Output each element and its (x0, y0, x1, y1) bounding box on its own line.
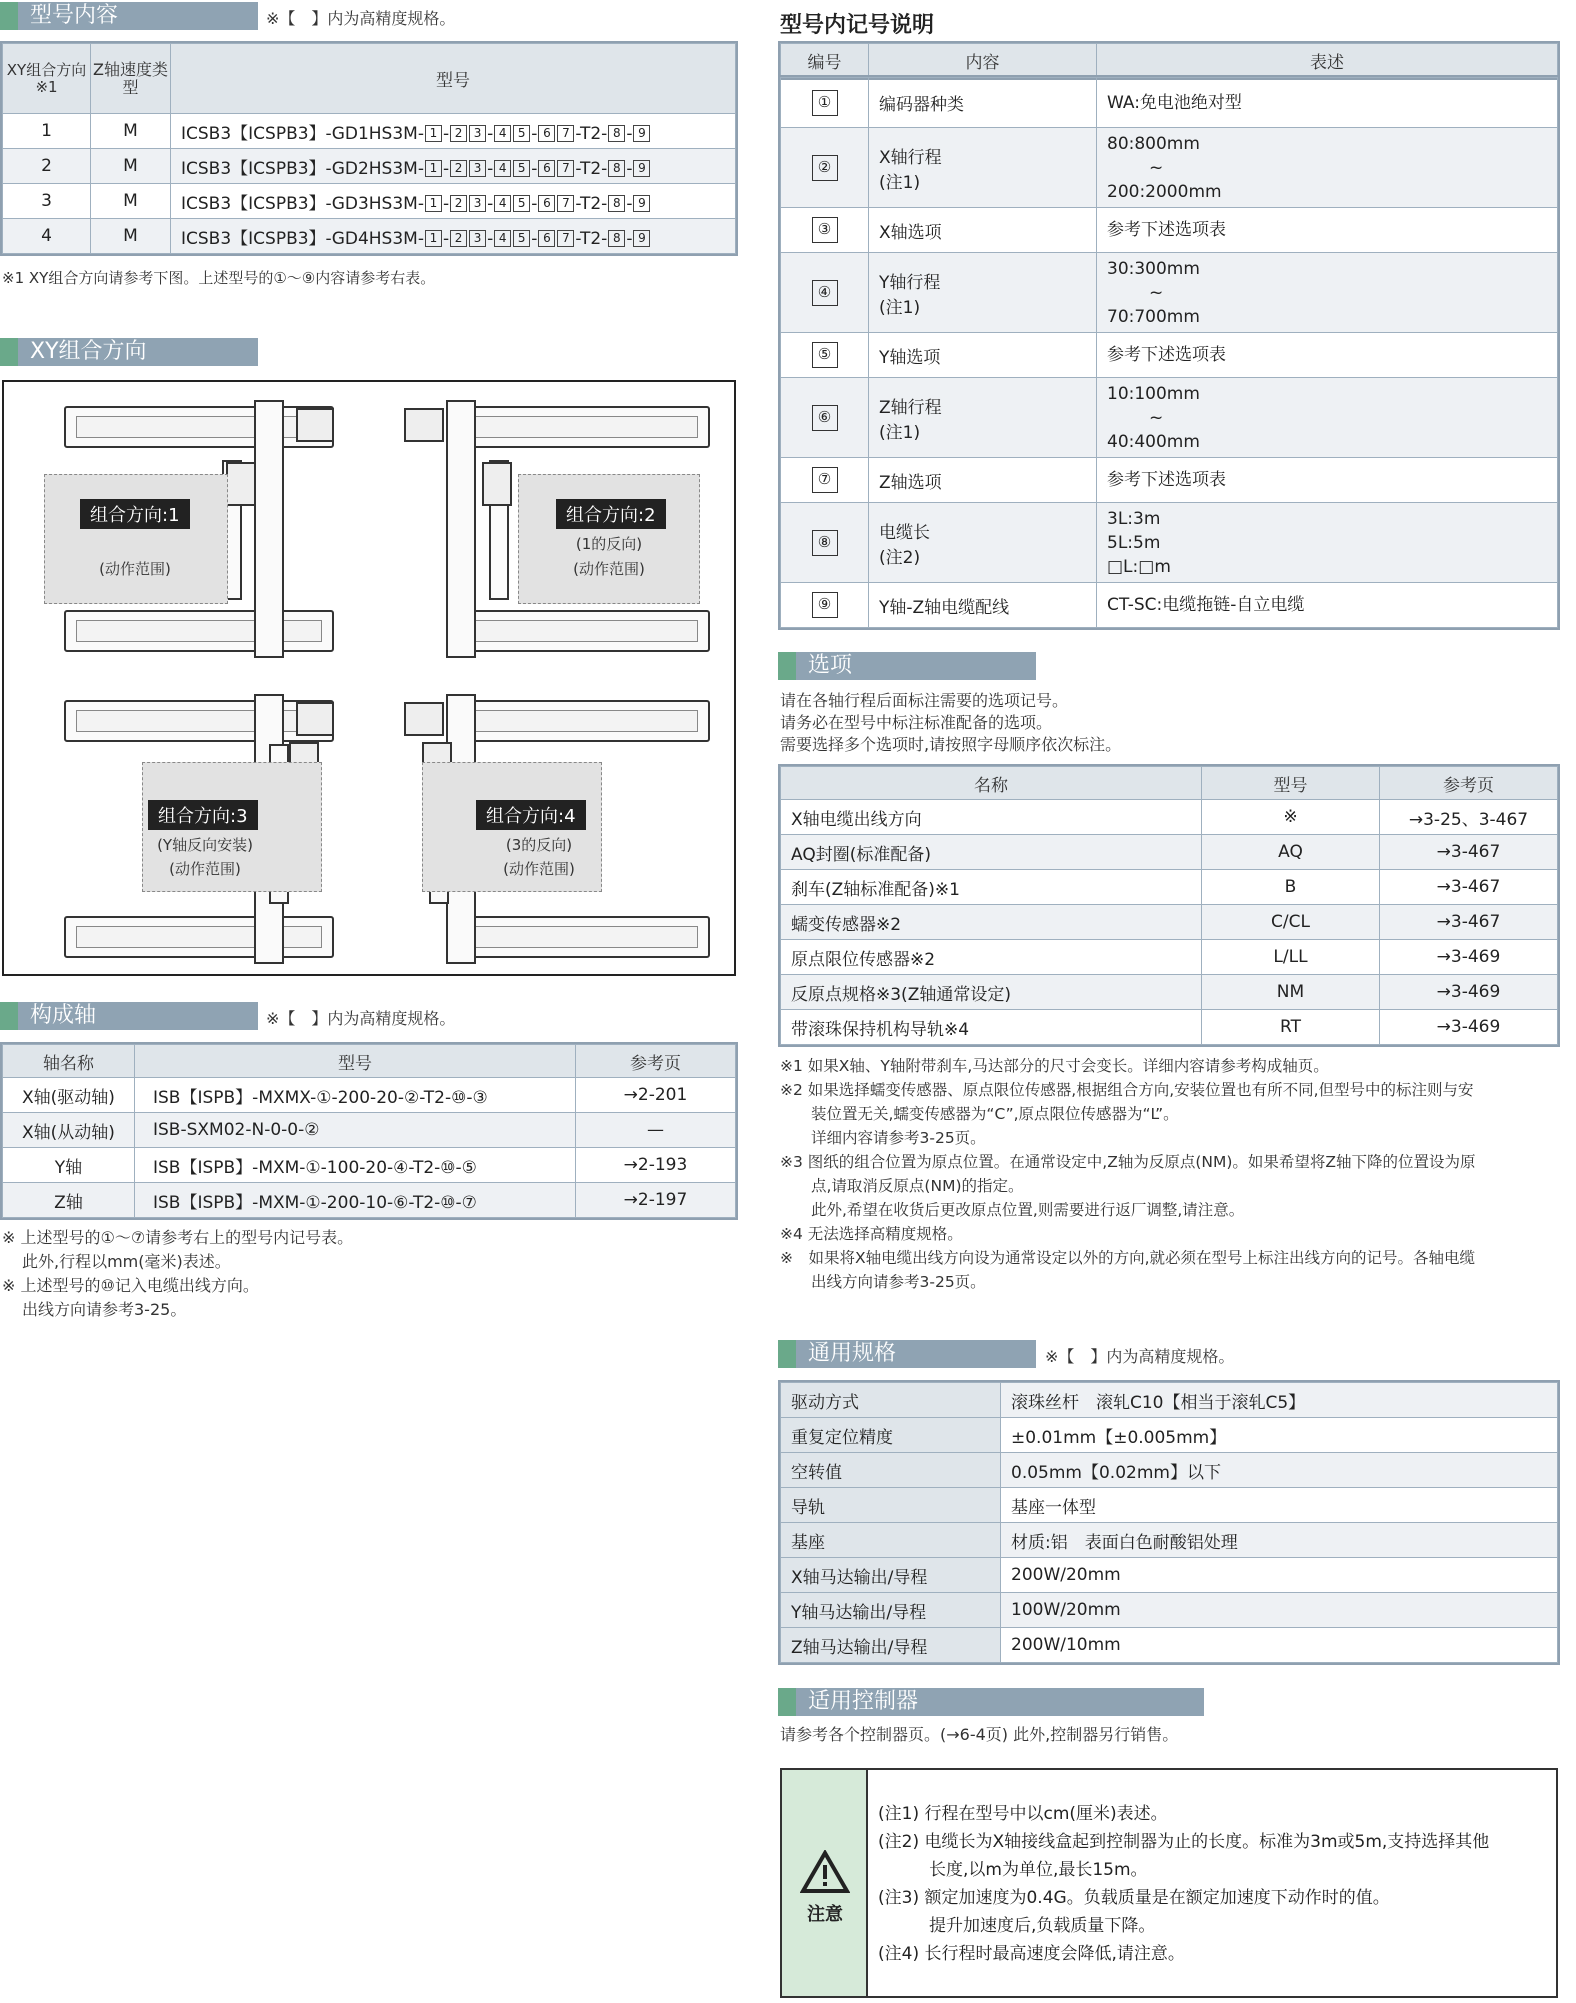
options-notes: ※1 如果X轴、Y轴附带刹车,马达部分的尺寸会变长。详细内容请参考构成轴页。 ※2 如果选择蠕变传感器、原点限位传感器,根据组合方向,安装位置也有所不同,但型号中的标注则与安 装位置无关,蠕变传感器为“C”,原点限位传感器为“L”。 详细内容请参考3-25页。 ※3 图纸的组合位置为原点位置。在通常设定中,Z轴为反原点(NM)。如果希望将Z轴下降的位置设为原 点,请取消反原点(NM)的指定。 此外,希望在收货后更改原点位置,则需要进行返厂调整,请注意。 ※4 无法选择高精度规格。 ※ 如果将X轴电缆出线方向设为通常设定以外的方向,就必须在型号上标注出线方向的记号。各轴电缆 出线方向请参考3-25页。 (780, 1057, 1476, 1291)
warning-icon (800, 1850, 850, 1894)
symbol-content: Z轴选项 (869, 458, 1097, 503)
model-section-title: 型号内容 (0, 2, 258, 30)
symbol-number: ② (812, 155, 838, 181)
table-row (3, 219, 736, 254)
axis-name-cell: X轴(驱动轴) (3, 1078, 135, 1113)
combo-label-4: 组合方向:4 (476, 800, 586, 830)
spec-table (780, 1382, 1558, 1663)
table-row (781, 208, 1558, 253)
table-row (781, 253, 1558, 333)
opt-name-cell: 刹车(Z轴标准配备)※1 (781, 870, 1202, 905)
symbol-desc: 3L:3m 5L:5m □L:□m (1097, 503, 1558, 583)
axis-name-cell: Z轴 (3, 1183, 135, 1218)
table-row (781, 905, 1558, 940)
model-cell: ICSB3【ICSPB3】-GD2HS3M- 1 - 2 3 - 4 5 - 6 7 -T2- 8 - 9 (171, 149, 736, 184)
col-axis-name: 轴名称 (3, 1045, 135, 1078)
speed-cell: M (91, 149, 171, 184)
xy-diagram (2, 380, 736, 976)
model-cell: ICSB3【ICSPB3】-GD1HS3M- 1 - 2 3 - 4 5 - 6 7 -T2- 8 - 9 (171, 114, 736, 149)
caution-box (780, 1768, 1558, 1998)
symbol-number: ⑧ (812, 530, 838, 556)
table-row: 基座 材质:铝 表面白色耐酸铝处理 (781, 1523, 1558, 1558)
opt-page-cell: →3-467 (1380, 905, 1558, 940)
opt-page-cell: →3-469 (1380, 940, 1558, 975)
spec-note: ※【 】内为高精度规格。 (1045, 1347, 1235, 1366)
symbol-desc: 10:100mm ~ 40:400mm (1097, 378, 1558, 458)
symbol-number: ⑨ (812, 592, 838, 618)
opt-name-cell: 带滚珠保持机构导轨※4 (781, 1010, 1202, 1045)
table-row (781, 835, 1558, 870)
opt-name-cell: 反原点规格※3(Z轴通常设定) (781, 975, 1202, 1010)
range-text-4a: (3的反向) (505, 836, 573, 854)
range-text-1: (动作范围) (99, 560, 171, 578)
combo-label-2: 组合方向:2 (556, 499, 666, 529)
range-text-3a: (Y轴反向安装) (157, 836, 253, 854)
options-table (780, 766, 1558, 1045)
table-row (781, 78, 1558, 128)
axes-section-title: 构成轴 (0, 1002, 258, 1030)
opt-code-cell: C/CL (1202, 905, 1380, 940)
model-cell: ICSB3【ICSPB3】-GD3HS3M- 1 - 2 3 - 4 5 - 6 7 -T2- 8 - 9 (171, 184, 736, 219)
symbol-number: ⑦ (812, 467, 838, 493)
table-row (3, 149, 736, 184)
axis-page-cell: →2-197 (576, 1183, 736, 1218)
combo-label-3: 组合方向:3 (148, 800, 258, 830)
axis-model-cell: ISB【ISPB】-MXM-①-100-20-④-T2-⑩-⑤ (135, 1148, 576, 1183)
table-row (781, 128, 1558, 208)
opt-page-cell: →3-25、3-467 (1380, 800, 1558, 835)
table-row (781, 940, 1558, 975)
speed-cell: M (91, 184, 171, 219)
axis-model-cell: ISB-SXM02-N-0-0-② (135, 1113, 576, 1148)
spec-section-title: 通用规格 (778, 1340, 1036, 1368)
col-xy-dir: XY组合方向※1 (3, 44, 91, 114)
col-axis-page: 参考页 (576, 1045, 736, 1078)
symbols-table (780, 43, 1558, 78)
caution-lines: (注1) 行程在型号中以cm(厘米)表述。 (注2) 电缆长为X轴接线盒起到控制器为止的长度。标准为3m或5m,支持选择其他 长度,以m为单位,最长15m。 (注3) 额定加速度为0.4G。负载质量是在额定加速度下动作时的值。 提升加速度后,负载质量下降。 (注4) 长行程时最高速度会降低,请注意。 (878, 1804, 1490, 1964)
opt-code-cell: RT (1202, 1010, 1380, 1045)
axis-model-cell: ISB【ISPB】-MXMX-①-200-20-②-T2-⑩-③ (135, 1078, 576, 1113)
symbol-content: Y轴行程 (注1) (869, 253, 1097, 333)
table-row (3, 1183, 736, 1218)
range-text-2a: (1的反向) (575, 535, 643, 553)
col-axis-model: 型号 (135, 1045, 576, 1078)
symbol-content: 编码器种类 (869, 78, 1097, 128)
opt-name-cell: AQ封圈(标准配备) (781, 835, 1202, 870)
col-opt-page: 参考页 (1380, 767, 1558, 800)
table-row: 驱动方式 滚珠丝杆 滚轧C10【相当于滚轧C5】 (781, 1383, 1558, 1418)
table-row (781, 458, 1558, 503)
combo-label-1: 组合方向:1 (80, 499, 190, 529)
symbol-content: Y轴-Z轴电缆配线 (869, 583, 1097, 628)
opt-page-cell: →3-469 (1380, 1010, 1558, 1045)
table-row (3, 184, 736, 219)
opt-name-cell: 蠕变传感器※2 (781, 905, 1202, 940)
symbol-desc: CT-SC:电缆拖链-自立电缆 (1097, 583, 1558, 628)
symbol-number: ① (812, 90, 838, 116)
symbol-desc: 参考下述选项表 (1097, 208, 1558, 253)
range-text-2b: (动作范围) (573, 560, 645, 578)
axis-page-cell: — (576, 1113, 736, 1148)
table-row (3, 114, 736, 149)
range-text-4b: (动作范围) (503, 860, 575, 878)
opt-page-cell: →3-467 (1380, 870, 1558, 905)
symbol-desc: 参考下述选项表 (1097, 458, 1558, 503)
controller-text: 请参考各个控制器页。(→6-4页) 此外,控制器另行销售。 (780, 1725, 1179, 1744)
opt-code-cell: B (1202, 870, 1380, 905)
table-row (781, 378, 1558, 458)
symbol-desc: 80:800mm ~ 200:2000mm (1097, 128, 1558, 208)
axes-note: ※【 】内为高精度规格。 (266, 1009, 456, 1028)
model-note: ※【 】内为高精度规格。 (266, 9, 456, 28)
model-footnote: ※1 XY组合方向请参考下图。上述型号的①～⑨内容请参考右表。 (2, 269, 436, 287)
table-row (781, 333, 1558, 378)
caution-side (782, 1770, 868, 1996)
symbol-content: 电缆长 (注2) (869, 503, 1097, 583)
xy-section-title: XY组合方向 (0, 338, 258, 366)
opt-name-cell: 原点限位传感器※2 (781, 940, 1202, 975)
dir-cell: 1 (3, 114, 91, 149)
symbol-content: X轴选项 (869, 208, 1097, 253)
dir-cell: 3 (3, 184, 91, 219)
col-opt-name: 名称 (781, 767, 1202, 800)
table-row: Y轴马达输出/导程 100W/20mm (781, 1593, 1558, 1628)
dir-cell: 2 (3, 149, 91, 184)
symbol-number: ⑥ (812, 405, 838, 431)
opt-name-cell: X轴电缆出线方向 (781, 800, 1202, 835)
opt-page-cell: →3-469 (1380, 975, 1558, 1010)
motion-range-1 (44, 474, 228, 604)
col-z-speed: Z轴速度类型 (91, 44, 171, 114)
table-row: X轴马达输出/导程 200W/20mm (781, 1558, 1558, 1593)
axes-table (2, 1044, 736, 1218)
table-row (781, 1010, 1558, 1045)
axis-page-cell: →2-201 (576, 1078, 736, 1113)
symbol-content: Z轴行程 (注1) (869, 378, 1097, 458)
options-intro: 请在各轴行程后面标注需要的选项记号。 请务必在型号中标注标准配备的选项。 需要选择多个选项时,请按照字母顺序依次标注。 (780, 691, 1122, 754)
axis-page-cell: →2-193 (576, 1148, 736, 1183)
symbols-body (780, 77, 1558, 628)
table-row (781, 800, 1558, 835)
opt-code-cell: AQ (1202, 835, 1380, 870)
speed-cell: M (91, 219, 171, 254)
opt-code-cell: L/LL (1202, 940, 1380, 975)
symbol-number: ④ (812, 280, 838, 306)
table-row (781, 503, 1558, 583)
table-row (3, 1078, 736, 1113)
table-row: 重复定位精度 ±0.01mm【±0.005mm】 (781, 1418, 1558, 1453)
table-row (3, 1113, 736, 1148)
table-row (781, 583, 1558, 628)
col-model: 型号 (171, 44, 736, 114)
symbol-desc: 参考下述选项表 (1097, 333, 1558, 378)
table-row (3, 1148, 736, 1183)
table-row (781, 870, 1558, 905)
symbol-content: Y轴选项 (869, 333, 1097, 378)
axes-notes: ※ 上述型号的①～⑦请参考右上的型号内记号表。 此外,行程以mm(毫米)表述。 ※ 上述型号的⑩记入电缆出线方向。 出线方向请参考3-25。 (2, 1228, 354, 1319)
table-row: 空转值 0.05mm【0.02mm】以下 (781, 1453, 1558, 1488)
options-section-title: 选项 (778, 652, 1036, 680)
dir-cell: 4 (3, 219, 91, 254)
symbols-title: 型号内记号说明 (780, 13, 935, 38)
table-row (781, 975, 1558, 1010)
symbol-desc: 30:300mm ~ 70:700mm (1097, 253, 1558, 333)
col-desc: 表述 (1097, 44, 1558, 78)
symbol-number: ⑤ (812, 342, 838, 368)
axis-name-cell: X轴(从动轴) (3, 1113, 135, 1148)
symbol-content: X轴行程 (注1) (869, 128, 1097, 208)
symbol-number: ③ (812, 217, 838, 243)
table-row: 导轨 基座一体型 (781, 1488, 1558, 1523)
symbol-desc: WA:免电池绝对型 (1097, 78, 1558, 128)
axis-name-cell: Y轴 (3, 1148, 135, 1183)
table-row: Z轴马达输出/导程 200W/10mm (781, 1628, 1558, 1663)
model-table (2, 43, 736, 254)
model-cell: ICSB3【ICSPB3】-GD4HS3M- 1 - 2 3 - 4 5 - 6 7 -T2- 8 - 9 (171, 219, 736, 254)
axis-model-cell: ISB【ISPB】-MXM-①-200-10-⑥-T2-⑩-⑦ (135, 1183, 576, 1218)
controller-section-title: 适用控制器 (778, 1688, 1204, 1716)
range-text-3b: (动作范围) (169, 860, 241, 878)
opt-code-cell: ※ (1202, 800, 1380, 835)
col-no: 编号 (781, 44, 869, 78)
opt-code-cell: NM (1202, 975, 1380, 1010)
caution-label: 注意 (807, 1904, 843, 1925)
opt-page-cell: →3-467 (1380, 835, 1558, 870)
col-content: 内容 (869, 44, 1097, 78)
col-opt-code: 型号 (1202, 767, 1380, 800)
speed-cell: M (91, 114, 171, 149)
